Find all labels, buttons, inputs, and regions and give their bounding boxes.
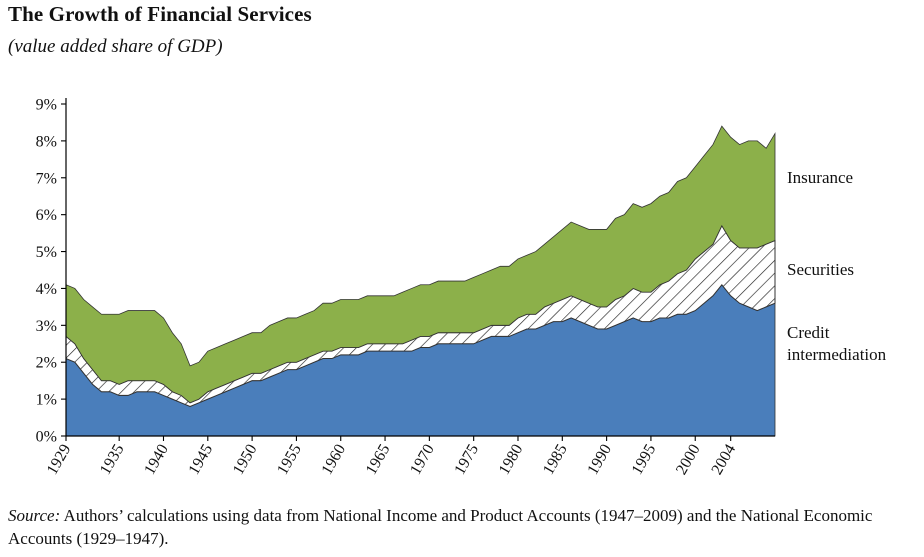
y-tick-label: 9% xyxy=(35,96,57,114)
page-title: The Growth of Financial Services xyxy=(8,2,312,26)
x-tick-label: 1980 xyxy=(495,441,527,478)
y-tick-label: 3% xyxy=(35,317,57,335)
x-tick-label: 1970 xyxy=(407,441,438,478)
x-tick-label: 1995 xyxy=(628,441,660,478)
series-label-credit-intermediation: Credit intermediation xyxy=(787,323,887,365)
y-tick-label: 4% xyxy=(35,280,57,298)
x-tick-label: 1990 xyxy=(584,441,616,478)
y-tick-label: 1% xyxy=(35,391,57,409)
x-tick-label: 1960 xyxy=(318,441,350,478)
source-text: Authors’ calculations using data from National Income and Product Accounts (1947–2009) and the National Economic Accounts (1929–1947). xyxy=(8,506,873,548)
x-tick-label: 1929 xyxy=(43,441,75,478)
source-prefix: Source: xyxy=(8,506,61,525)
x-tick-label: 1950 xyxy=(229,441,261,478)
x-tick-label: 1945 xyxy=(185,441,217,478)
x-tick-label: 2000 xyxy=(672,441,704,478)
x-tick-label: 1985 xyxy=(540,441,571,478)
stacked-area-chart xyxy=(0,80,924,480)
x-tick-label: 1940 xyxy=(141,441,172,478)
y-tick-label: 5% xyxy=(35,244,57,262)
x-tick-label: 1935 xyxy=(96,441,128,478)
y-tick-label: 6% xyxy=(35,207,57,225)
y-tick-label: 2% xyxy=(35,354,57,372)
x-tick-label: 1975 xyxy=(451,441,483,478)
x-tick-label: 2004 xyxy=(708,441,740,478)
series-label-securities: Securities xyxy=(787,260,855,279)
x-tick-label: 1955 xyxy=(274,441,305,478)
source-note xyxy=(8,505,908,551)
y-tick-label: 0% xyxy=(35,428,57,446)
y-tick-label: 7% xyxy=(35,170,57,188)
x-tick-label: 1965 xyxy=(362,441,394,478)
y-tick-label: 8% xyxy=(35,133,57,151)
figure-subtitle: (value added share of GDP) xyxy=(8,36,223,57)
chart-canvas xyxy=(0,80,924,480)
series-label-insurance: Insurance xyxy=(787,167,854,187)
